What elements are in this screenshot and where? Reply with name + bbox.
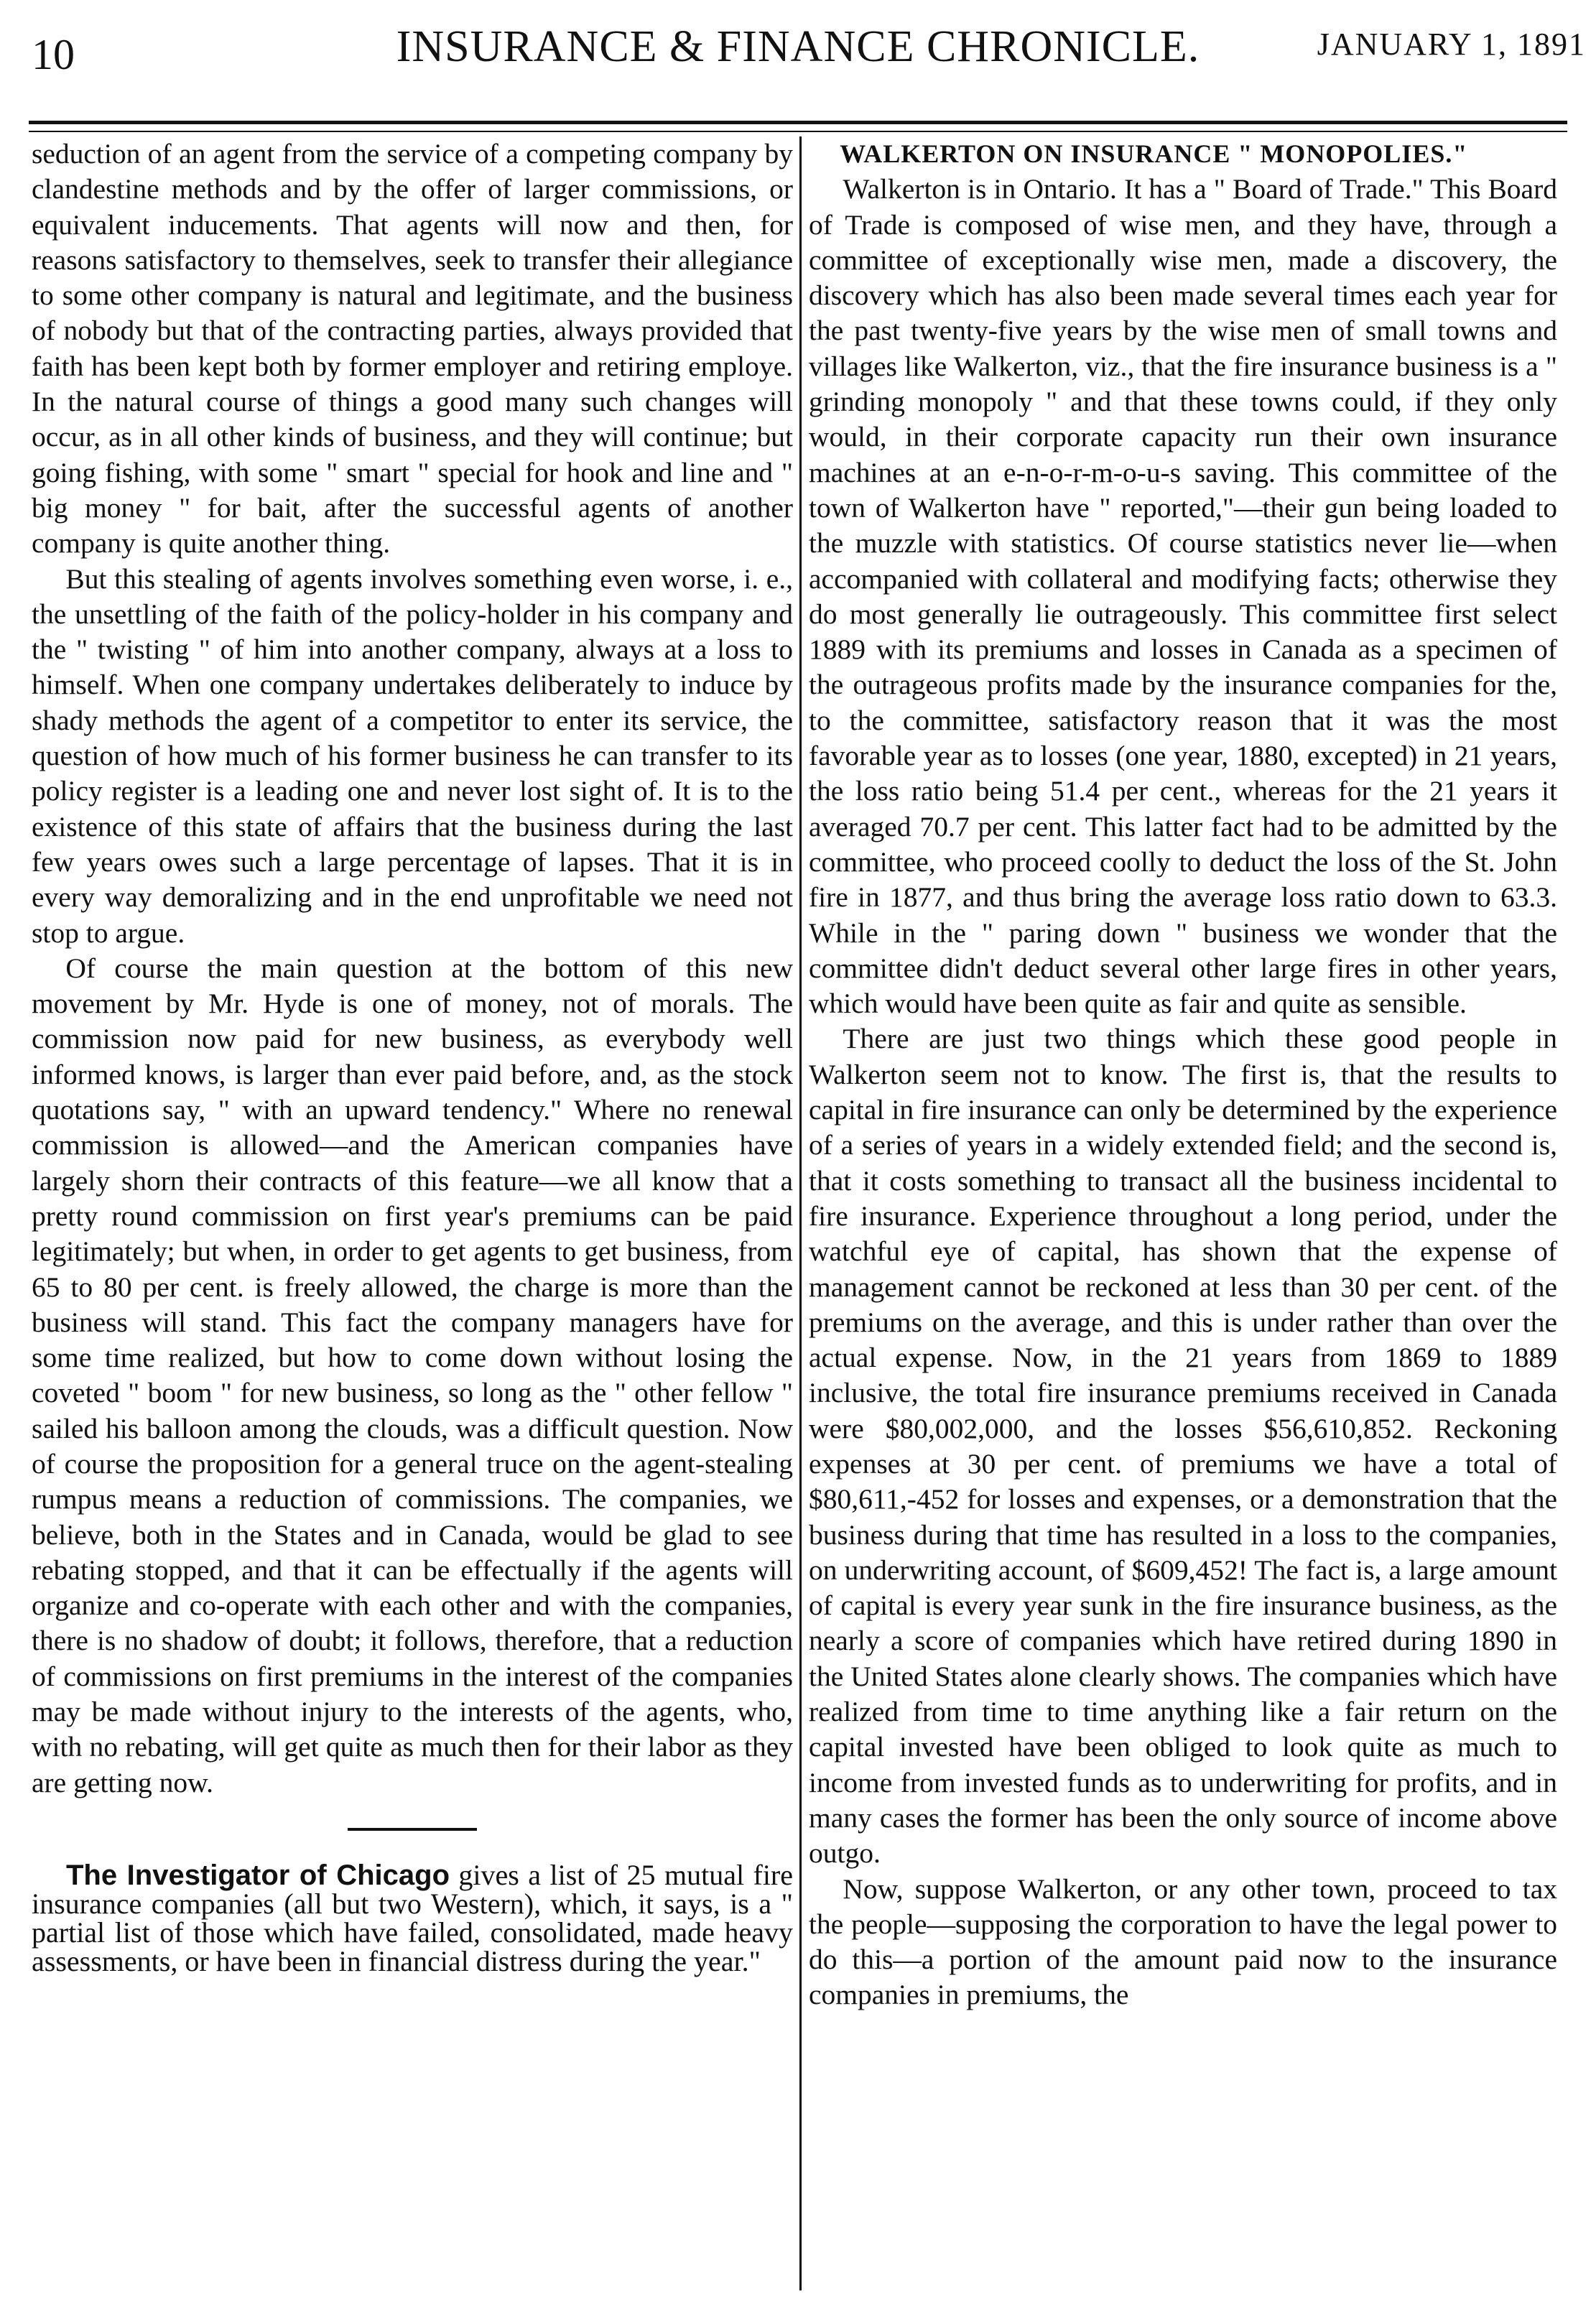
news-note-lead: The Investigator of Chicago	[66, 1859, 450, 1891]
right-column	[809, 136, 1557, 2013]
article-paragraph: Walkerton is in Ontario. It has a " Board of Trade." This Board of Trade is composed of wise men, and they have, through a committee of exceptionally wise men, made a discovery, the discovery which has also been made several times each year for the past twenty-five years by the wise men of small towns and villages like Walkerton, viz., that the fire insurance business is a " grinding monopoly " and that these towns could, if they only would, in their corporate capacity run their own insurance machines at an e-n-o-r-m-o-u-s saving. This committee of the town of Walkerton have " reported,"—their gun being loaded to the muzzle with statistics. Of course statistics never lie—when accompanied with collateral and modifying facts; otherwise they do most generally lie outrageously. This committee first select 1889 with its premiums and losses in Canada as a specimen of the outrageous profits made by the insurance companies for the, to the committee, satisfactory reason that it was the most favorable year as to losses (one year, 1880, excepted) in 21 years, the loss ratio being 51.4 per cent., whereas for the 21 years it averaged 70.7 per cent. This latter fact had to be admitted by the committee, who proceed coolly to deduct the loss of the St. John fire in 1877, and thus bring the average loss ratio down to 63.3. While in the " paring down " business we wonder that the committee didn't deduct several other large fires in other years, which would have been quite as fair and quite as sensible.	[809, 173, 1557, 1020]
header-rule-thin	[29, 131, 1567, 132]
left-column	[32, 136, 793, 1976]
news-note-text: gives a list of 25 mutual fire insurance companies (all but two Western), which, it says, is a " partial list of those which have failed, consolidated, made heavy assessments, or have been in financial distress during the year."	[32, 1858, 794, 1977]
article-heading: WALKERTON ON INSURANCE " MONOPOLIES."	[840, 139, 1468, 168]
page-number: 10	[32, 31, 75, 78]
article-paragraph: There are just two things which these good people in Walkerton seem not to know. The first is, that the results to capital in fire insurance can only be determined by the experience of a series of years in a widely extended field; and the second is, that it costs something to transact all the business incidental to fire insurance. Experience throughout a long period, under the watchful eye of capital, has shown that the expense of management cannot be reckoned at less than 30 per cent. of the premiums on the average, and this is under rather than over the actual expense. Now, in the 21 years from 1869 to 1889 inclusive, the total fire insurance premiums received in Canada were $80,002,000, and the losses $56,610,852. Reckoning expenses at 30 per cent. of premiums we have a total of $80,611,-452 for losses and expenses, or a demonstration that the business during that time has resulted in a loss to the companies, on underwriting account, of $609,452! The fact is, a large amount of capital is every year sunk in the fire insurance business, as the nearly a score of companies which have retired during 1890 in the United States alone clearly shows. The companies which have realized from time to time anything like a fair return on the capital invested have been obliged to look quite as much to income from invested funds as to underwriting for profits, and in many cases the former has been the only source of income above outgo.	[809, 1023, 1557, 1870]
column-divider	[799, 136, 802, 2290]
header-rule-thick	[29, 121, 1567, 124]
article-paragraph: Now, suppose Walkerton, or any other town, proceed to tax the people—supposing the corporation to have the legal power to do this—a portion of the amount paid now to the insurance companies in premiums, the	[809, 1872, 1557, 2011]
journal-title: INSURANCE & FINANCE CHRONICLE.	[396, 22, 1200, 71]
article-paragraph: seduction of an agent from the service of a competing company by clandestine methods and by the offer of larger commissions, or equivalent inducements. That agents will now and then, for reasons satisfactory to themselves, seek to transfer their allegiance to some other company is natural and legitimate, and the business of nobody but that of the contracting parties, always provided that faith has been kept both by former employer and retiring employe. In the natural course of things a good many such changes will occur, as in all other kinds of business, and they will continue; but going fishing, with some " smart " special for hook and line and " big money " for bait, after the successful agents of another company is quite another thing.	[32, 138, 793, 560]
article-paragraph: Of course the main question at the bottom of this new movement by Mr. Hyde is one of money, not of morals. The commission now paid for new business, as everybody well informed knows, is larger than ever paid before, and, as the stock quotations say, " with an upward tendency." Where no renewal commission is allowed—and the American companies have largely shorn their contracts of this feature—we all know that a pretty round commission on first year's premiums can be paid legitimately; but when, in order to get agents to get business, from 65 to 80 per cent. is freely allowed, the charge is more than the business will stand. This fact the company managers have for some time realized, but how to come down without losing the coveted " boom " for new business, so long as the " other fellow " sailed his balloon among the clouds, was a difficult question. Now of course the proposition for a general truce on the agent-stealing rumpus means a reduction of commissions. The companies, we believe, both in the States and in Canada, would be glad to see rebating stopped, and that it can be effectually if the agents will organize and co-operate with each other and with the companies, there is no shadow of doubt; it follows, therefore, that a reduction of commissions on first premiums in the interest of the companies may be made without injury to the interests of the agents, who, with no rebating, will get quite as much then for their labor as they are getting now.	[32, 952, 793, 1798]
section-divider	[348, 1828, 477, 1831]
issue-date: JANUARY 1, 1891	[1317, 27, 1586, 62]
article-paragraph: But this stealing of agents involves something even worse, i. e., the unsettling of the faith of the policy-holder in his company and the " twisting " of him into another company, always at a loss to himself. When one company undertakes deliberately to induce by shady methods the agent of a competitor to enter its service, the question of how much of his former business he can transfer to its policy register is a leading one and never lost sight of. It is to the existence of this state of affairs that the business during the last few years owes such a large percentage of lapses. That it is in every way demoralizing and in the end unprofitable we need not stop to argue.	[32, 562, 793, 949]
news-note	[32, 1858, 794, 1977]
